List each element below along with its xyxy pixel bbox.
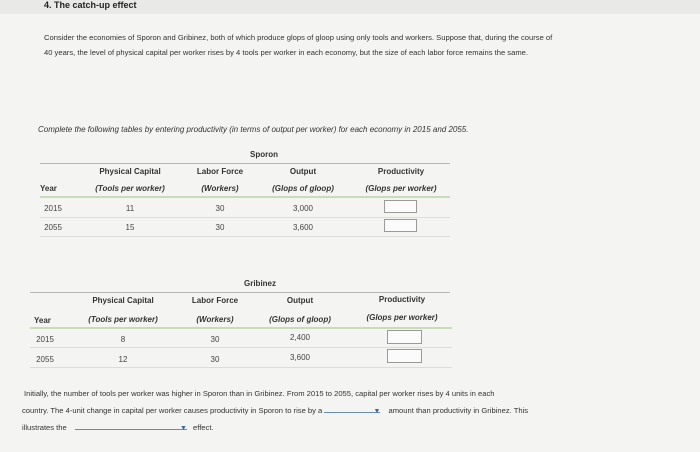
- col-subheader-capital: (Tools per worker): [95, 184, 165, 193]
- productivity-input-gribinez-2055[interactable]: [387, 349, 422, 363]
- col-header-output: Output: [289, 167, 317, 176]
- table-cell-capital: 15: [125, 223, 135, 232]
- intro-line-2: 40 years, the level of physical capital per worker rises by 4 tools per worker in each economy, but the size of each labor force remains the same.: [44, 48, 528, 57]
- intro-line-1: Consider the economies of Sporon and Gribinez, both of which produce glops of gloop using only tools and workers. Suppose that, during the course of: [44, 33, 553, 42]
- table-cell-capital: 11: [125, 204, 135, 213]
- header-underline: [40, 196, 450, 198]
- row-divider: [30, 347, 452, 348]
- caret-down-icon: ▼: [179, 425, 187, 432]
- table-cell-capital: 8: [120, 335, 126, 344]
- productivity-input-gribinez-2015[interactable]: [387, 330, 422, 344]
- instruction-text: Complete the following tables by entering productivity (in terms of output per worker) for each economy in 2015 and 2055.: [38, 125, 469, 134]
- col-header-labor: Labor Force: [191, 296, 239, 305]
- table-cell-year: 2055: [44, 223, 62, 232]
- col-header-capital: Physical Capital: [99, 167, 161, 176]
- table-top-line: [30, 292, 450, 293]
- change-size-dropdown[interactable]: [324, 402, 380, 413]
- conclusion-text-b: amount than productivity in Gribinez. This: [388, 406, 529, 415]
- table-cell-capital: 12: [118, 355, 128, 364]
- table-cell-output: 3,600: [289, 353, 311, 362]
- col-header-labor: Labor Force: [196, 167, 244, 176]
- conclusion-line-1: Initially, the number of tools per worker was higher in Sporon than in Gribinez. From 2015 to 2055, capital per worker rises by 4 units in each: [24, 389, 495, 398]
- row-divider: [40, 217, 450, 218]
- question-title: 4. The catch-up effect: [44, 0, 137, 10]
- caret-down-icon: ▼: [373, 408, 381, 415]
- table-cell-year: 2055: [36, 355, 54, 364]
- col-header-productivity: Productivity: [378, 295, 426, 304]
- conclusion-text-d: effect.: [193, 423, 214, 432]
- col-subheader-productivity: (Glops per worker): [365, 184, 437, 193]
- col-subheader-labor: (Workers): [201, 184, 239, 193]
- table-cell-labor: 30: [210, 355, 220, 364]
- productivity-input-sporon-2015[interactable]: [384, 200, 417, 213]
- question-intro: [44, 30, 684, 60]
- table-cell-year: 2015: [44, 204, 62, 213]
- col-subheader-capital: (Tools per worker): [88, 315, 158, 324]
- col-header-output: Output: [286, 296, 314, 305]
- table-cell-labor: 30: [215, 223, 225, 232]
- conclusion-line-3: [22, 419, 692, 436]
- table-cell-labor: 30: [210, 335, 220, 344]
- table-title: Sporon: [250, 150, 278, 159]
- conclusion-text-a: country. The 4-unit change in capital per worker causes productivity in Sporon to rise by a: [22, 406, 323, 415]
- col-header-capital: Physical Capital: [92, 296, 154, 305]
- table-cell-output: 3,600: [292, 223, 314, 232]
- col-subheader-labor: (Workers): [196, 315, 234, 324]
- table-top-line: [40, 163, 450, 164]
- effect-dropdown[interactable]: [75, 419, 187, 430]
- table-title: Gribinez: [244, 279, 277, 288]
- col-header-productivity: Productivity: [377, 167, 425, 176]
- conclusion-text-c: illustrates the: [22, 423, 67, 432]
- header-underline: [30, 327, 452, 329]
- col-subheader-output: (Glops of gloop): [269, 315, 331, 324]
- col-header-year: Year: [34, 316, 51, 325]
- table-cell-year: 2015: [36, 335, 54, 344]
- conclusion-paragraph: [22, 385, 692, 436]
- col-subheader-output: (Glops of gloop): [272, 184, 334, 193]
- table-cell-output: 2,400: [289, 333, 311, 342]
- col-header-year: Year: [40, 184, 57, 193]
- col-subheader-productivity: (Glops per worker): [366, 313, 438, 322]
- conclusion-line-2: [22, 402, 692, 419]
- table-cell-output: 3,000: [292, 204, 314, 213]
- table-cell-labor: 30: [215, 204, 225, 213]
- row-divider: [40, 236, 450, 237]
- productivity-input-sporon-2055[interactable]: [384, 219, 417, 232]
- row-divider: [30, 367, 452, 368]
